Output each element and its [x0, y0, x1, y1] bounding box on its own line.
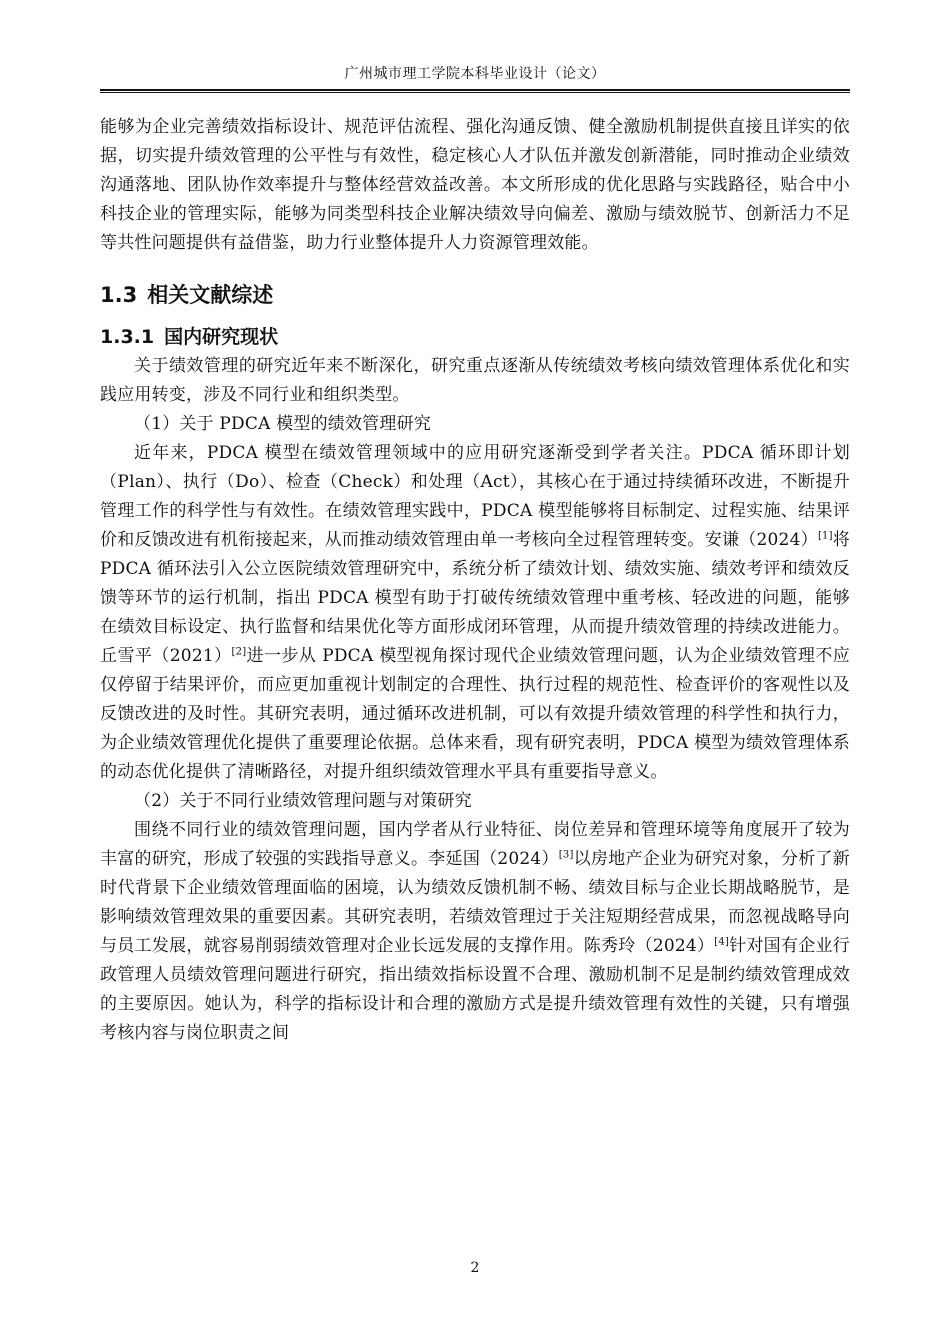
industry-text-a: 围绕不同行业的绩效管理问题，国内学者从行业特征、岗位差异和管理环境等角度展开了较为丰富的研究，形成了较强的实践指导意义。李延国（2024） [100, 820, 850, 869]
citation-3: [3] [558, 849, 574, 861]
industry-paragraph [100, 816, 850, 1048]
continued-paragraph: 能够为企业完善绩效指标设计、规范评估流程、强化沟通反馈、健全激励机制提供直接且详实的依据，切实提升绩效管理的公平性与有效性，稳定核心人才队伍并激发创新潜能，同时推动企业绩效沟通落地、团队协作效率提升与整体经营效益改善。本文所形成的优化思路与实践路径，贴合中小科技企业的管理实际，能够为同类型科技企业解决绩效导向偏差、激励与绩效脱节、创新活力不足等共性问题提供有益借鉴，助力行业整体提升人力资源管理效能。 [100, 117, 850, 253]
page-number: 2 [470, 1260, 480, 1276]
intro-paragraph: 关于绩效管理的研究近年来不断深化，研究重点逐渐从传统绩效考核向绩效管理体系优化和实践应用转变，涉及不同行业和组织类型。 [100, 356, 850, 405]
header-rule [100, 89, 850, 91]
citation-2: [2] [231, 646, 247, 658]
section-number: 1.3 [100, 283, 138, 307]
section-title: 相关文献综述 [147, 283, 274, 307]
industry-text-b: 以房地产企业为研究对象，分析了新时代背景下企业绩效管理面临的困境，认为绩效反馈机制不畅、绩效目标与企业长期战略脱节，是影响绩效管理效果的重要因素。其研究表明，若绩效管理过于关注短期经营成果，而忽视战略导向与员工发展，就容易削弱绩效管理对企业长远发展的支撑作用。陈秀玲（2024） [100, 849, 850, 956]
subheading-pdca: （1）关于 PDCA 模型的绩效管理研究 [134, 414, 431, 434]
subsection-number: 1.3.1 [100, 326, 155, 348]
pdca-paragraph [100, 439, 850, 787]
subsection-heading [100, 322, 850, 352]
running-header: 广州城市理工学院本科毕业设计（论文） [344, 66, 606, 82]
subheading-industry: （2）关于不同行业绩效管理问题与对策研究 [134, 791, 472, 811]
pdca-text-a: 近年来，PDCA 模型在绩效管理领域中的应用研究逐渐受到学者关注。PDCA 循环即计划（Plan）、执行（Do）、检查（Check）和处理（Act），其核心在于通过持续循环改进，不断提升管理工作的科学性与有效性。在绩效管理实践中，PDCA 模型能够将目标制定、过程实施、结果评价和反馈改进有机衔接起来，从而推动绩效管理由单一考核向全过程管理转变。安谦（2024） [100, 443, 850, 550]
industry-text-c: 针对国有企业行政管理人员绩效管理问题进行研究，指出绩效指标设置不合理、激励机制不足是制约绩效管理成效的主要原因。她认为，科学的指标设计和合理的激励方式是提升绩效管理有效性的关键，只有增强考核内容与岗位职责之间 [100, 936, 850, 1043]
citation-4: [4] [714, 936, 730, 948]
page-content [100, 113, 850, 1048]
subsection-title: 国内研究现状 [164, 326, 279, 348]
citation-1: [1] [817, 530, 833, 542]
header-rule-thin [100, 92, 850, 93]
section-heading [100, 280, 850, 310]
pdca-text-c: 进一步从 PDCA 模型视角探讨现代企业绩效管理问题，认为企业绩效管理不应仅停留于结果评价，而应更加重视计划制定的合理性、执行过程的规范性、检查评价的客观性以及反馈改进的及时性。其研究表明，通过循环改进机制，可以有效提升绩效管理的科学性和执行力，为企业绩效管理优化提供了重要理论依据。总体来看，现有研究表明，PDCA 模型为绩效管理体系的动态优化提供了清晰路径，对提升组织绩效管理水平具有重要指导意义。 [100, 646, 850, 782]
pdca-text-b: 将 PDCA 循环法引入公立医院绩效管理研究中，系统分析了绩效计划、绩效实施、绩效考评和绩效反馈等环节的运行机制，指出 PDCA 模型有助于打破传统绩效管理中重考核、轻改进的问题，能够在绩效目标设定、执行监督和结果优化等方面形成闭环管理，从而提升绩效管理的持续改进能力。丘雪平（2021） [100, 530, 850, 666]
